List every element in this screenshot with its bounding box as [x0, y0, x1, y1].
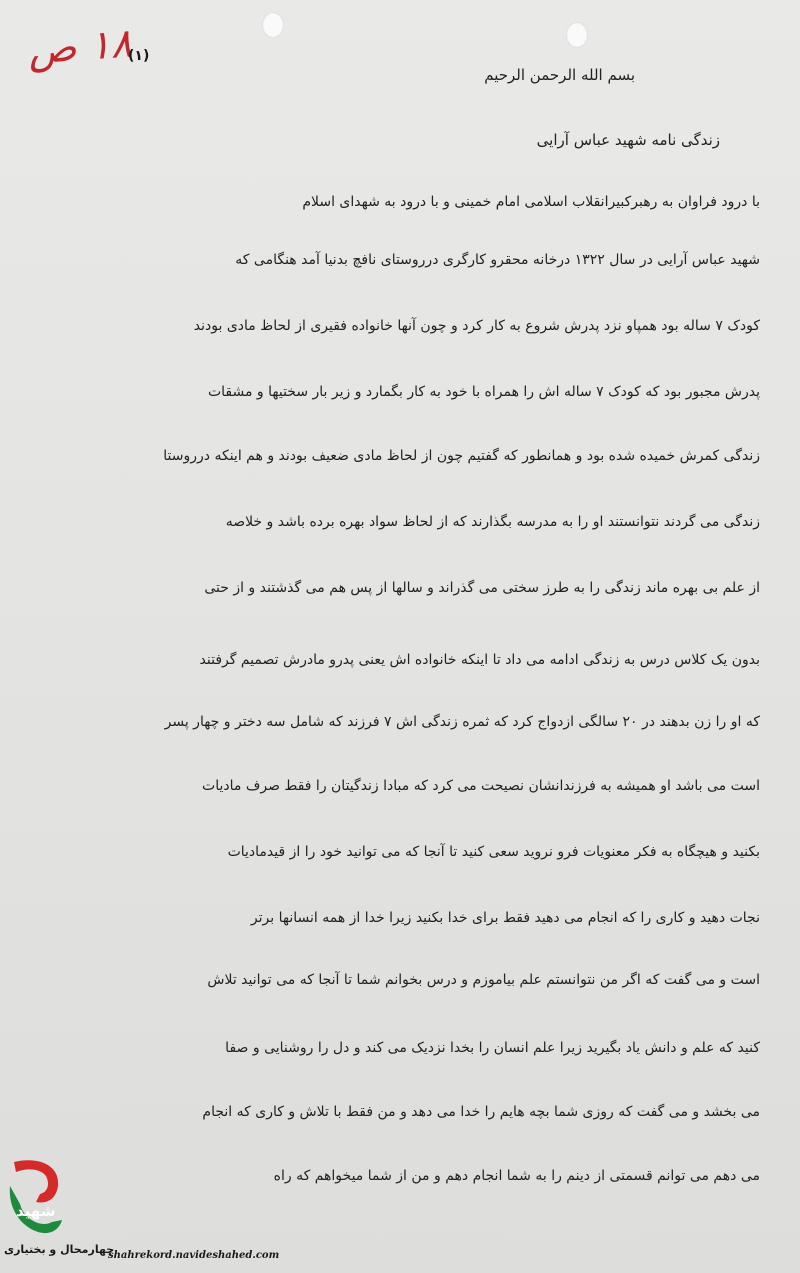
- text-line: زندگی می گردند نتوانستند او را به مدرسه بگذارند که از لحاظ سواد بهره برده باشد و خلاصه: [225, 514, 760, 530]
- document-title: زندگی نامه شهید عباس آرایی: [536, 131, 720, 149]
- text-line: زندگی کمرش خمیده شده بود و همانطور که گفتیم چون از لحاظ مادی ضعیف بودند و هم اینکه درروستا: [163, 448, 760, 464]
- handwritten-margin-note: ۱۸ ص: [26, 20, 134, 74]
- navideshahed-logo-icon: [6, 1156, 64, 1238]
- text-line: از علم بی بهره ماند زندگی را به طرز سختی می گذراند و سالها از پس هم می گذشتند و از حتی: [204, 580, 760, 596]
- svg-text:شهید: شهید: [16, 1202, 56, 1220]
- text-line: بکنید و هیچگاه به فکر معنویات فرو نروید سعی کنید تا آنجا که می توانید خود را از قیدمادیات: [227, 844, 760, 860]
- site-url[interactable]: shahrekord.navideshahed.com: [108, 1250, 280, 1261]
- text-line: است می باشد او همیشه به فرزندانشان نصیحت می کرد که مبادا زندگیتان را فقط صرف مادیات: [202, 778, 760, 794]
- province-caption: چهارمحال و بختیاری: [4, 1243, 115, 1256]
- text-line: است و می گفت که اگر من نتوانستم علم بیاموزم و درس بخوانم شما تا آنجا که می توانید تلاش: [207, 972, 760, 988]
- text-line: پدرش مجبور بود که کودک ۷ ساله اش را همراه با خود به کار بگمارد و زیر بار سختیها و مشقات: [207, 384, 760, 400]
- text-line: می دهم می توانم قسمتی از دینم را به شما انجام دهم و من از شما میخواهم که راه: [273, 1168, 760, 1184]
- text-line: که او را زن بدهند در ۲۰ سالگی ازدواج کرد که ثمره زندگی اش ۷ فرزند که شامل سه دختر و چهار پسر: [164, 714, 760, 730]
- punch-hole: [566, 22, 588, 48]
- text-line: با درود فراوان به رهبرکبیرانقلاب اسلامی امام خمینی و با درود به شهدای اسلام: [302, 194, 760, 210]
- text-line: کودک ۷ ساله بود همپاو نزد پدرش شروع به کار کرد و چون آنها خانواده فقیری از لحاظ مادی بودند: [193, 318, 760, 334]
- basmala-heading: بسم الله الرحمن الرحیم: [484, 66, 635, 84]
- text-line: کنید که علم و دانش یاد بگیرید زیرا علم انسان را بخدا نزدیک می کند و دل را روشنایی و صفا: [225, 1040, 760, 1056]
- punch-hole: [262, 12, 284, 38]
- text-line: می بخشد و می گفت که روزی شما بچه هایم را خدا می دهد و من فقط با تلاش و کاری که انجام: [202, 1104, 760, 1120]
- text-line: شهید عباس آرایی در سال ۱۳۲۲ درخانه محقرو کارگری درروستای نافچ بدنیا آمد هنگامی که: [235, 252, 760, 268]
- text-line: بدون یک کلاس درس به زندگی ادامه می داد تا اینکه خانواده اش یعنی پدرو مادرش تصمیم گرفتند: [199, 652, 760, 668]
- page-number: (۱): [128, 48, 150, 64]
- text-line: نجات دهید و کاری را که انجام می دهید فقط برای خدا بکنید زیرا خدا از همه انسانها برتر: [250, 910, 760, 926]
